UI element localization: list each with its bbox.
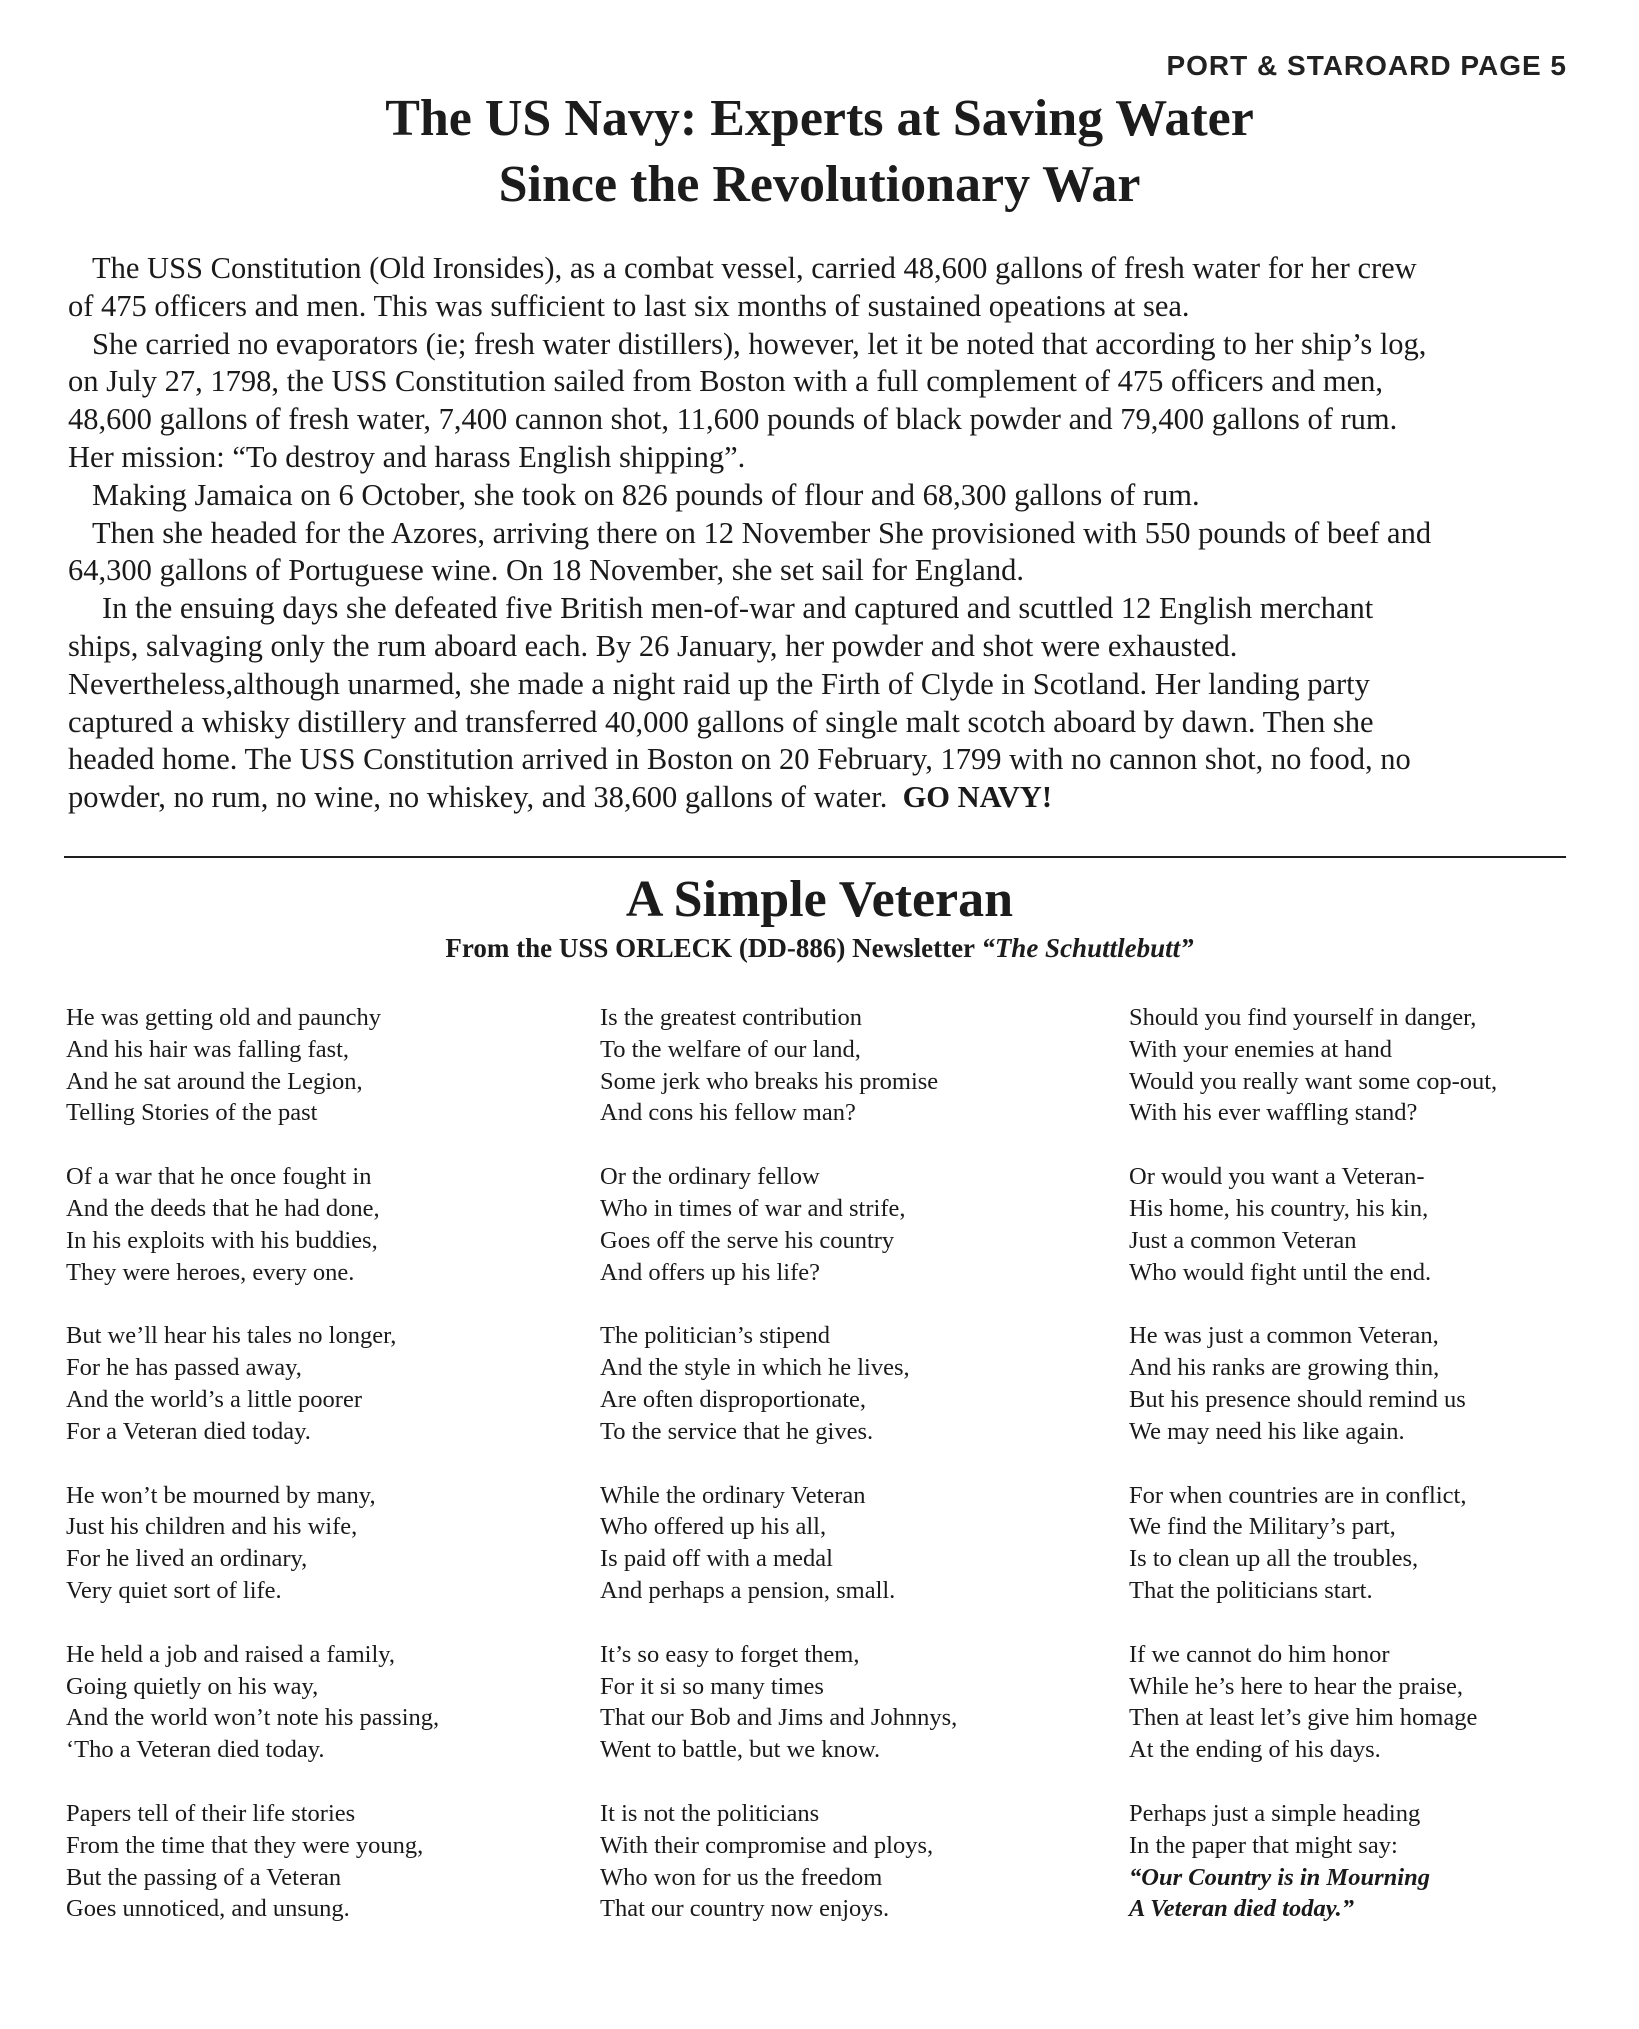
- poem-stanza: [1129, 1161, 1639, 1288]
- article-title: [0, 86, 1639, 218]
- poem-line: And offers up his life?: [600, 1258, 820, 1286]
- go-navy-closing: GO NAVY!: [902, 780, 1052, 815]
- poem-line: That the politicians start.: [1129, 1576, 1373, 1604]
- poem-line: Is to clean up all the troubles,: [1129, 1545, 1419, 1573]
- poem-line: For a Veteran died today.: [66, 1417, 311, 1445]
- poem-stanza: [66, 1639, 586, 1766]
- poem-line: That our country now enjoys.: [600, 1895, 890, 1923]
- article-line: In the ensuing days she defeated five British men-of-war and captured and scuttled 12 English merchant: [102, 591, 1374, 626]
- poem-subtitle: [0, 930, 1639, 966]
- poem-line: For he lived an ordinary,: [66, 1545, 308, 1573]
- poem-line: Should you find yourself in danger,: [1129, 1004, 1477, 1031]
- poem-stanza: [1129, 1320, 1639, 1447]
- poem-line: Telling Stories of the past: [66, 1099, 318, 1127]
- article-line-final: [68, 779, 1568, 817]
- poem-stanza: [66, 1161, 586, 1288]
- poem-stanza: [600, 1639, 1120, 1766]
- poem-line: Papers tell of their life stories: [66, 1799, 356, 1827]
- newsletter-name: “The Schuttlebutt”: [981, 933, 1194, 963]
- poem-stanza: [600, 1161, 1120, 1288]
- article-line: of 475 officers and men. This was sufficient to last six months of sustained opeations at sea.: [68, 288, 1190, 323]
- poem-line: Or would you want a Veteran-: [1129, 1163, 1425, 1191]
- poem-stanza: [1129, 1480, 1639, 1607]
- poem-line: Who in times of war and strife,: [600, 1194, 906, 1222]
- article-line: She carried no evaporators (ie; fresh water distillers), however, let it be noted that according to her ship’s log,: [92, 326, 1427, 361]
- poem-line: He held a job and raised a family,: [66, 1640, 396, 1668]
- poem-line: And the style in which he lives,: [600, 1354, 910, 1382]
- poem-line: And the world won’t note his passing,: [66, 1704, 440, 1732]
- poem-line: From the time that they were young,: [66, 1831, 424, 1859]
- poem-line: In the paper that might say:: [1129, 1831, 1398, 1859]
- poem-stanza: [600, 1798, 1120, 1925]
- poem-line: But the passing of a Veteran: [66, 1863, 342, 1891]
- poem-line: While he’s here to hear the praise,: [1129, 1672, 1464, 1700]
- poem-subtitle-text: From the USS ORLECK (DD-886) Newsletter: [445, 933, 982, 963]
- poem-line: And perhaps a pension, small.: [600, 1576, 896, 1604]
- poem-line: It’s so easy to forget them,: [600, 1640, 860, 1668]
- poem-line: He was getting old and paunchy: [66, 1004, 382, 1031]
- poem-stanza: [600, 1480, 1120, 1607]
- poem-line: And the world’s a little poorer: [66, 1385, 362, 1413]
- poem-line: With their compromise and ploys,: [600, 1831, 934, 1859]
- poem-line: At the ending of his days.: [1129, 1736, 1381, 1764]
- poem-column-2: [600, 1002, 1120, 1957]
- poem-line: “Our Country is in Mourning: [1129, 1863, 1430, 1891]
- poem-line: And the deeds that he had done,: [66, 1194, 380, 1222]
- poem-line: And his ranks are growing thin,: [1129, 1354, 1440, 1382]
- article-line: headed home. The USS Constitution arrived in Boston on 20 February, 1799 with no cannon shot, no food, no: [68, 742, 1411, 777]
- poem-line: Is paid off with a medal: [600, 1545, 833, 1573]
- article-line: ships, salvaging only the rum aboard each. By 26 January, her powder and shot were exhausted.: [68, 628, 1238, 663]
- article-line: The USS Constitution (Old Ironsides), as a combat vessel, carried 48,600 gallons of fresh water for her crew: [92, 251, 1417, 285]
- poem-line: While the ordinary Veteran: [600, 1481, 866, 1509]
- poem-column-3: [1129, 1002, 1639, 1957]
- article-line: 64,300 gallons of Portuguese wine. On 18 November, she set sail for England.: [68, 553, 1024, 588]
- poem-line: Goes unnoticed, and unsung.: [66, 1895, 350, 1923]
- poem-line: Perhaps just a simple heading: [1129, 1799, 1421, 1827]
- article-line: Making Jamaica on 6 October, she took on 826 pounds of flour and 68,300 gallons of rum.: [92, 477, 1200, 512]
- poem-line: Just his children and his wife,: [66, 1513, 358, 1541]
- article-title-line: The US Navy: Experts at Saving Water: [385, 90, 1254, 147]
- poem-line: Are often disproportionate,: [600, 1385, 867, 1413]
- article-line: 48,600 gallons of fresh water, 7,400 cannon shot, 11,600 pounds of black powder and 79,400 gallons of rum.: [68, 402, 1398, 437]
- article-line-text: powder, no rum, no wine, no whiskey, and 38,600 gallons of water.: [68, 780, 888, 815]
- poem-stanza: [66, 1320, 586, 1447]
- poem-stanza: [1129, 1798, 1639, 1925]
- poem-line: If we cannot do him honor: [1129, 1640, 1390, 1668]
- poem-stanza: [1129, 1002, 1639, 1129]
- poem-line: We find the Military’s part,: [1129, 1513, 1396, 1541]
- poem-line: A Veteran died today.”: [1129, 1895, 1355, 1923]
- poem-line: Who would fight until the end.: [1129, 1258, 1432, 1286]
- poem-line: The politician’s stipend: [600, 1322, 830, 1350]
- poem-line: But his presence should remind us: [1129, 1385, 1466, 1413]
- poem-line: Who offered up his all,: [600, 1513, 827, 1541]
- poem-line: In his exploits with his buddies,: [66, 1226, 378, 1254]
- poem-line: And he sat around the Legion,: [66, 1067, 363, 1095]
- poem-line: Would you really want some cop-out,: [1129, 1067, 1498, 1095]
- poem-line: Just a common Veteran: [1129, 1226, 1357, 1254]
- poem-line: For it si so many times: [600, 1672, 824, 1700]
- poem-stanza: [1129, 1639, 1639, 1766]
- poem-line: He won’t be mourned by many,: [66, 1481, 376, 1509]
- poem-line: He was just a common Veteran,: [1129, 1322, 1439, 1350]
- poem-stanza: [600, 1320, 1120, 1447]
- poem-line: For when countries are in conflict,: [1129, 1481, 1467, 1509]
- poem-line: With your enemies at hand: [1129, 1035, 1392, 1063]
- poem-line: It is not the politicians: [600, 1799, 820, 1827]
- section-divider: [64, 856, 1566, 858]
- poem-line: And cons his fellow man?: [600, 1099, 856, 1127]
- poem-stanza: [600, 1002, 1120, 1129]
- article-line: on July 27, 1798, the USS Constitution sailed from Boston with a full complement of 475 officers and men,: [68, 364, 1384, 399]
- article-line: Nevertheless,although unarmed, she made a night raid up the Firth of Clyde in Scotland. Her landing party: [68, 666, 1370, 701]
- poem-line: To the welfare of our land,: [600, 1035, 861, 1063]
- article-body: [68, 250, 1568, 817]
- poem-line: Of a war that he once fought in: [66, 1163, 372, 1191]
- poem-line: Then at least let’s give him homage: [1129, 1704, 1478, 1732]
- poem-line: They were heroes, every one.: [66, 1258, 355, 1286]
- poem-line: Went to battle, but we know.: [600, 1736, 881, 1764]
- poem-line: Going quietly on his way,: [66, 1672, 319, 1700]
- poem-stanza: [66, 1480, 586, 1607]
- poem-line: We may need his like again.: [1129, 1417, 1405, 1445]
- poem-line: Or the ordinary fellow: [600, 1163, 820, 1191]
- poem-line: Goes off the serve his country: [600, 1226, 895, 1254]
- poem-line: And his hair was falling fast,: [66, 1035, 350, 1063]
- article-line: Then she headed for the Azores, arriving there on 12 November She provisioned with 550 pounds of beef and: [92, 515, 1432, 550]
- article-line: captured a whisky distillery and transferred 40,000 gallons of single malt scotch aboard by dawn. Then she: [68, 704, 1374, 739]
- poem-line: His home, his country, his kin,: [1129, 1194, 1429, 1222]
- poem-line: But we’ll hear his tales no longer,: [66, 1322, 397, 1350]
- poem-line: Who won for us the freedom: [600, 1863, 883, 1891]
- poem-line: For he has passed away,: [66, 1354, 302, 1382]
- article-line: Her mission: “To destroy and harass English shipping”.: [68, 439, 746, 474]
- article-title-line: Since the Revolutionary War: [498, 156, 1141, 213]
- poem-line: ‘Tho a Veteran died today.: [66, 1736, 325, 1764]
- poem-column-1: [66, 1002, 586, 1957]
- poem-line: To the service that he gives.: [600, 1417, 874, 1445]
- poem-line: With his ever waffling stand?: [1129, 1099, 1418, 1127]
- poem-line: Is the greatest contribution: [600, 1004, 862, 1031]
- poem-title: A Simple Veteran: [625, 871, 1014, 928]
- poem-line: That our Bob and Jims and Johnnys,: [600, 1704, 958, 1732]
- poem-line: Some jerk who breaks his promise: [600, 1067, 939, 1095]
- poem-stanza: [66, 1002, 586, 1129]
- poem-line: Very quiet sort of life.: [66, 1576, 282, 1604]
- poem-stanza: [66, 1798, 586, 1925]
- page-header: PORT & STAROARD PAGE 5: [1166, 50, 1567, 81]
